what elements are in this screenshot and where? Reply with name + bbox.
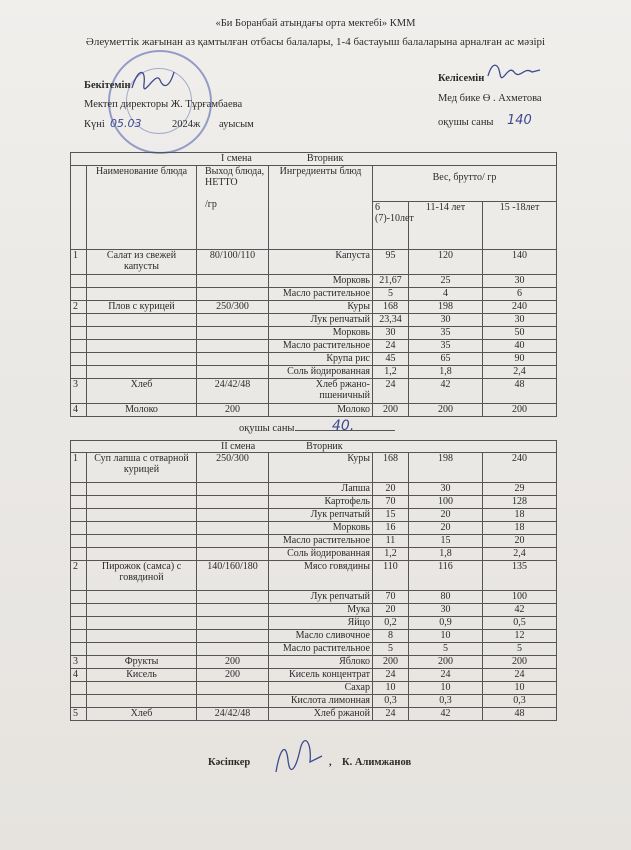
- dish-name: [87, 327, 197, 340]
- weight-age2: 65: [409, 353, 483, 366]
- dish-name: [87, 353, 197, 366]
- weight-age2: 200: [409, 656, 483, 669]
- shift2-day: Вторник: [306, 441, 343, 452]
- weight-age2: 120: [409, 250, 483, 275]
- school-name: «Би Боранбай атындағы орта мектебі» КММ: [215, 18, 416, 29]
- dish-yield: 24/42/48: [197, 708, 269, 721]
- weight-age1: 5: [373, 643, 409, 656]
- dish-name: [87, 366, 197, 379]
- weight-age3: 18: [483, 522, 557, 535]
- weight-age1: 24: [373, 379, 409, 404]
- ingredient-name: Кисель концентрат: [269, 669, 373, 682]
- ingredient-name: Куры: [269, 453, 373, 483]
- shift2-header-cell: [71, 441, 557, 453]
- row-number: [71, 314, 87, 327]
- table-row: [71, 379, 557, 404]
- weight-age2: 35: [409, 327, 483, 340]
- entrepreneur-name: К. Алимжанов: [342, 757, 412, 768]
- weight-age2: 0,3: [409, 695, 483, 708]
- table-row: [71, 643, 557, 656]
- row-number: [71, 340, 87, 353]
- weight-age2: 80: [409, 591, 483, 604]
- table-row: [71, 340, 557, 353]
- table-row: [71, 353, 557, 366]
- table-row: [71, 404, 557, 417]
- dish-yield: [197, 496, 269, 509]
- dish-name: [87, 496, 197, 509]
- dish-name: [87, 522, 197, 535]
- weight-age3: 30: [483, 314, 557, 327]
- row-number: 2: [71, 561, 87, 591]
- weight-age2: 100: [409, 496, 483, 509]
- weight-age2: 30: [409, 483, 483, 496]
- weight-age1: 0,3: [373, 695, 409, 708]
- weight-age1: 30: [373, 327, 409, 340]
- weight-age2: 116: [409, 561, 483, 591]
- row-number: 3: [71, 379, 87, 404]
- table-row: [71, 301, 557, 314]
- row-number: [71, 509, 87, 522]
- ingredient-name: Яйцо: [269, 617, 373, 630]
- weight-age1: 15: [373, 509, 409, 522]
- row-number: [71, 496, 87, 509]
- shift-label: ауысым: [219, 119, 254, 130]
- weight-age3: 40: [483, 340, 557, 353]
- shift2-label: II смена: [221, 441, 256, 452]
- row-number: 3: [71, 656, 87, 669]
- col-ingredients-head: Ингредиенты блюд: [269, 166, 373, 250]
- weight-age2: 10: [409, 630, 483, 643]
- col-age2-head: 11-14 лет: [409, 202, 483, 250]
- ingredient-name: Соль йодированная: [269, 366, 373, 379]
- dish-name: [87, 275, 197, 288]
- dish-name: [87, 314, 197, 327]
- students-label: оқушы саны: [438, 117, 494, 128]
- dish-name: Плов с курицей: [87, 301, 197, 314]
- ingredient-name: Яблоко: [269, 656, 373, 669]
- table-row: [71, 561, 557, 591]
- col-age1-head: 6 (7)-10лет: [373, 202, 409, 250]
- dish-yield: 200: [197, 404, 269, 417]
- row-number: [71, 548, 87, 561]
- weight-age2: 42: [409, 708, 483, 721]
- weight-age2: 1,8: [409, 548, 483, 561]
- row-number: [71, 366, 87, 379]
- dish-name: [87, 682, 197, 695]
- shift1-label: I смена: [221, 153, 252, 164]
- table-row: [71, 535, 557, 548]
- dish-yield: [197, 591, 269, 604]
- entrepreneur-label: Кәсіпкер: [208, 757, 251, 768]
- ingredient-name: Кислота лимонная: [269, 695, 373, 708]
- weight-age3: 10: [483, 682, 557, 695]
- weight-age1: 168: [373, 301, 409, 314]
- dish-yield: 200: [197, 669, 269, 682]
- weight-age1: 16: [373, 522, 409, 535]
- dish-yield: [197, 630, 269, 643]
- weight-age3: 140: [483, 250, 557, 275]
- dish-yield: 250/300: [197, 453, 269, 483]
- shift2-rows: [71, 453, 557, 721]
- weight-age2: 25: [409, 275, 483, 288]
- ingredient-name: Капуста: [269, 250, 373, 275]
- agreed-label: Келісемін: [438, 73, 485, 84]
- dish-yield: [197, 327, 269, 340]
- weight-age3: 24: [483, 669, 557, 682]
- dish-name: [87, 509, 197, 522]
- weight-age2: 35: [409, 340, 483, 353]
- weight-age3: 42: [483, 604, 557, 617]
- ingredient-name: Масло растительное: [269, 643, 373, 656]
- weight-age1: 11: [373, 535, 409, 548]
- dish-yield: [197, 643, 269, 656]
- shift1-rows: [71, 250, 557, 417]
- dish-name: [87, 340, 197, 353]
- col-yield-head: Выход блюда, НЕТТО /гр: [197, 166, 269, 250]
- weight-age1: 70: [373, 591, 409, 604]
- dish-name: Пирожок (самса) с говядиной: [87, 561, 197, 591]
- weight-age1: 168: [373, 453, 409, 483]
- dish-yield: [197, 604, 269, 617]
- dish-name: Салат из свежей капусты: [87, 250, 197, 275]
- dish-name: [87, 535, 197, 548]
- weight-age3: 0,5: [483, 617, 557, 630]
- ingredient-name: Картофель: [269, 496, 373, 509]
- weight-age2: 24: [409, 669, 483, 682]
- row-number: [71, 522, 87, 535]
- dish-name: Молоко: [87, 404, 197, 417]
- table-row: [71, 453, 557, 483]
- weight-age3: 0,3: [483, 695, 557, 708]
- ingredient-name: Морковь: [269, 327, 373, 340]
- weight-age3: 18: [483, 509, 557, 522]
- table-row: [71, 314, 557, 327]
- dish-yield: [197, 353, 269, 366]
- weight-age1: 0,2: [373, 617, 409, 630]
- weight-age2: 198: [409, 453, 483, 483]
- weight-age1: 1,2: [373, 548, 409, 561]
- dish-yield: [197, 682, 269, 695]
- weight-age3: 240: [483, 453, 557, 483]
- table-row: [71, 708, 557, 721]
- weight-age1: 1,2: [373, 366, 409, 379]
- dish-yield: [197, 509, 269, 522]
- table-row: [71, 630, 557, 643]
- weight-age3: 200: [483, 656, 557, 669]
- dish-name: Хлеб: [87, 379, 197, 404]
- document-title: Әлеуметтік жағынан аз қамтылған отбасы балалары, 1-4 бастауыш балаларына арналған ас мәзірі: [85, 36, 546, 48]
- row-number: 1: [71, 250, 87, 275]
- weight-age1: 95: [373, 250, 409, 275]
- weight-age1: 5: [373, 288, 409, 301]
- dish-name: [87, 591, 197, 604]
- dish-name: [87, 643, 197, 656]
- weight-age3: 2,4: [483, 366, 557, 379]
- ingredient-name: Мука: [269, 604, 373, 617]
- weight-age3: 5: [483, 643, 557, 656]
- ingredient-name: Хлеб ржано-пшеничный: [269, 379, 373, 404]
- weight-age1: 45: [373, 353, 409, 366]
- ingredient-name: Мясо говядины: [269, 561, 373, 591]
- dish-name: [87, 695, 197, 708]
- weight-age1: 21,67: [373, 275, 409, 288]
- dish-name: [87, 617, 197, 630]
- dish-yield: [197, 535, 269, 548]
- director-signature: [128, 64, 178, 94]
- date-handwritten: 05.03: [110, 117, 142, 130]
- year-label: 2024ж: [172, 119, 201, 130]
- table-row: [71, 591, 557, 604]
- shift1-header-row: [71, 153, 557, 166]
- row-number: [71, 327, 87, 340]
- weight-age3: 12: [483, 630, 557, 643]
- col-weight-head: Вес, брутто/ гр: [373, 166, 557, 202]
- weight-age1: 20: [373, 483, 409, 496]
- dish-yield: [197, 695, 269, 708]
- row-number: [71, 604, 87, 617]
- dish-yield: [197, 340, 269, 353]
- weight-age3: 48: [483, 708, 557, 721]
- table-row: [71, 669, 557, 682]
- table-row: [71, 604, 557, 617]
- row-number: [71, 535, 87, 548]
- dish-yield: [197, 366, 269, 379]
- ingredient-name: Куры: [269, 301, 373, 314]
- table-row: [71, 617, 557, 630]
- ingredient-name: Масло сливочное: [269, 630, 373, 643]
- col-num-head: [71, 166, 87, 250]
- weight-age3: 100: [483, 591, 557, 604]
- ingredient-name: Морковь: [269, 275, 373, 288]
- dish-name: Суп лапша с отварной курицей: [87, 453, 197, 483]
- weight-age3: 200: [483, 404, 557, 417]
- table-row: [71, 327, 557, 340]
- row-number: 5: [71, 708, 87, 721]
- weight-age2: 30: [409, 314, 483, 327]
- col-dish-head: Наименование блюда: [87, 166, 197, 250]
- table-row: [71, 522, 557, 535]
- weight-age1: 24: [373, 669, 409, 682]
- row-number: [71, 353, 87, 366]
- director-name: Мектеп директоры Ж. Тұрғамбаева: [84, 99, 243, 110]
- weight-age1: 200: [373, 656, 409, 669]
- weight-age1: 110: [373, 561, 409, 591]
- row-number: [71, 695, 87, 708]
- weight-age2: 5: [409, 643, 483, 656]
- shift1-col-head-row: [71, 166, 557, 202]
- row-number: [71, 483, 87, 496]
- mid-students-label: оқушы саны: [239, 423, 295, 434]
- dish-name: [87, 288, 197, 301]
- table-row: [71, 275, 557, 288]
- dish-yield: 200: [197, 656, 269, 669]
- dish-yield: 250/300: [197, 301, 269, 314]
- weight-age2: 20: [409, 509, 483, 522]
- ingredient-name: Масло растительное: [269, 535, 373, 548]
- table-row: [71, 483, 557, 496]
- weight-age3: 30: [483, 275, 557, 288]
- dish-yield: 80/100/110: [197, 250, 269, 275]
- table-row: [71, 509, 557, 522]
- weight-age1: 10: [373, 682, 409, 695]
- shift2-header-row: [71, 441, 557, 453]
- ingredient-name: Соль йодированная: [269, 548, 373, 561]
- entrepreneur-signature: [266, 738, 330, 778]
- weight-age2: 42: [409, 379, 483, 404]
- ingredient-name: Масло растительное: [269, 340, 373, 353]
- ingredient-name: Крупа рис: [269, 353, 373, 366]
- weight-age3: 50: [483, 327, 557, 340]
- table-row: [71, 656, 557, 669]
- dish-name: Хлеб: [87, 708, 197, 721]
- shift1-menu-table: [70, 152, 557, 417]
- row-number: [71, 682, 87, 695]
- dish-name: Фрукты: [87, 656, 197, 669]
- ingredient-name: Молоко: [269, 404, 373, 417]
- dish-yield: [197, 617, 269, 630]
- weight-age3: 90: [483, 353, 557, 366]
- nurse-name: Мед бике Ө . Ахметова: [438, 93, 542, 104]
- weight-age2: 30: [409, 604, 483, 617]
- weight-age1: 24: [373, 340, 409, 353]
- weight-age3: 29: [483, 483, 557, 496]
- table-row: [71, 548, 557, 561]
- ingredient-name: Лук репчатый: [269, 509, 373, 522]
- dish-name: [87, 483, 197, 496]
- ingredient-name: Сахар: [269, 682, 373, 695]
- date-label: Күні: [84, 119, 105, 130]
- shift2-menu-table: [70, 440, 557, 721]
- row-number: [71, 275, 87, 288]
- weight-age1: 200: [373, 404, 409, 417]
- row-number: 4: [71, 404, 87, 417]
- weight-age2: 200: [409, 404, 483, 417]
- dish-name: [87, 604, 197, 617]
- dish-yield: [197, 522, 269, 535]
- col-age3-head: 15 -18лет: [483, 202, 557, 250]
- dish-name: [87, 548, 197, 561]
- dish-yield: [197, 314, 269, 327]
- shift1-day: Вторник: [306, 153, 344, 164]
- row-number: [71, 591, 87, 604]
- ingredient-name: Лук репчатый: [269, 591, 373, 604]
- table-row: [71, 496, 557, 509]
- dish-yield: [197, 275, 269, 288]
- students-handwritten: 140: [507, 113, 532, 128]
- table-row: [71, 682, 557, 695]
- dish-yield: 24/42/48: [197, 379, 269, 404]
- ingredient-name: Лук репчатый: [269, 314, 373, 327]
- table-row: [71, 250, 557, 275]
- dish-yield: [197, 483, 269, 496]
- weight-age2: 10: [409, 682, 483, 695]
- weight-age3: 240: [483, 301, 557, 314]
- dish-name: [87, 630, 197, 643]
- ingredient-name: Хлеб ржаной: [269, 708, 373, 721]
- dish-yield: 140/160/180: [197, 561, 269, 591]
- shift1-header-cell: [71, 153, 557, 166]
- row-number: [71, 288, 87, 301]
- row-number: [71, 643, 87, 656]
- weight-age1: 24: [373, 708, 409, 721]
- table-row: [71, 695, 557, 708]
- ingredient-name: Лапша: [269, 483, 373, 496]
- weight-age3: 48: [483, 379, 557, 404]
- weight-age3: 6: [483, 288, 557, 301]
- row-number: 2: [71, 301, 87, 314]
- mid-students-handwritten: 40.: [332, 418, 355, 434]
- dish-name: Кисель: [87, 669, 197, 682]
- weight-age2: 0,9: [409, 617, 483, 630]
- weight-age3: 2,4: [483, 548, 557, 561]
- row-number: [71, 617, 87, 630]
- weight-age3: 135: [483, 561, 557, 591]
- weight-age2: 198: [409, 301, 483, 314]
- nurse-signature: [484, 58, 544, 82]
- footer-comma: ,: [329, 757, 332, 768]
- weight-age2: 1,8: [409, 366, 483, 379]
- dish-yield: [197, 548, 269, 561]
- table-row: [71, 366, 557, 379]
- row-number: 1: [71, 453, 87, 483]
- ingredient-name: Морковь: [269, 522, 373, 535]
- approved-label: Бекітемін: [84, 80, 131, 91]
- weight-age3: 20: [483, 535, 557, 548]
- weight-age2: 4: [409, 288, 483, 301]
- dish-yield: [197, 288, 269, 301]
- weight-age1: 8: [373, 630, 409, 643]
- ingredient-name: Масло растительное: [269, 288, 373, 301]
- weight-age2: 15: [409, 535, 483, 548]
- weight-age3: 128: [483, 496, 557, 509]
- row-number: [71, 630, 87, 643]
- row-number: 4: [71, 669, 87, 682]
- table-row: [71, 288, 557, 301]
- weight-age1: 70: [373, 496, 409, 509]
- weight-age1: 20: [373, 604, 409, 617]
- weight-age1: 23,34: [373, 314, 409, 327]
- weight-age2: 20: [409, 522, 483, 535]
